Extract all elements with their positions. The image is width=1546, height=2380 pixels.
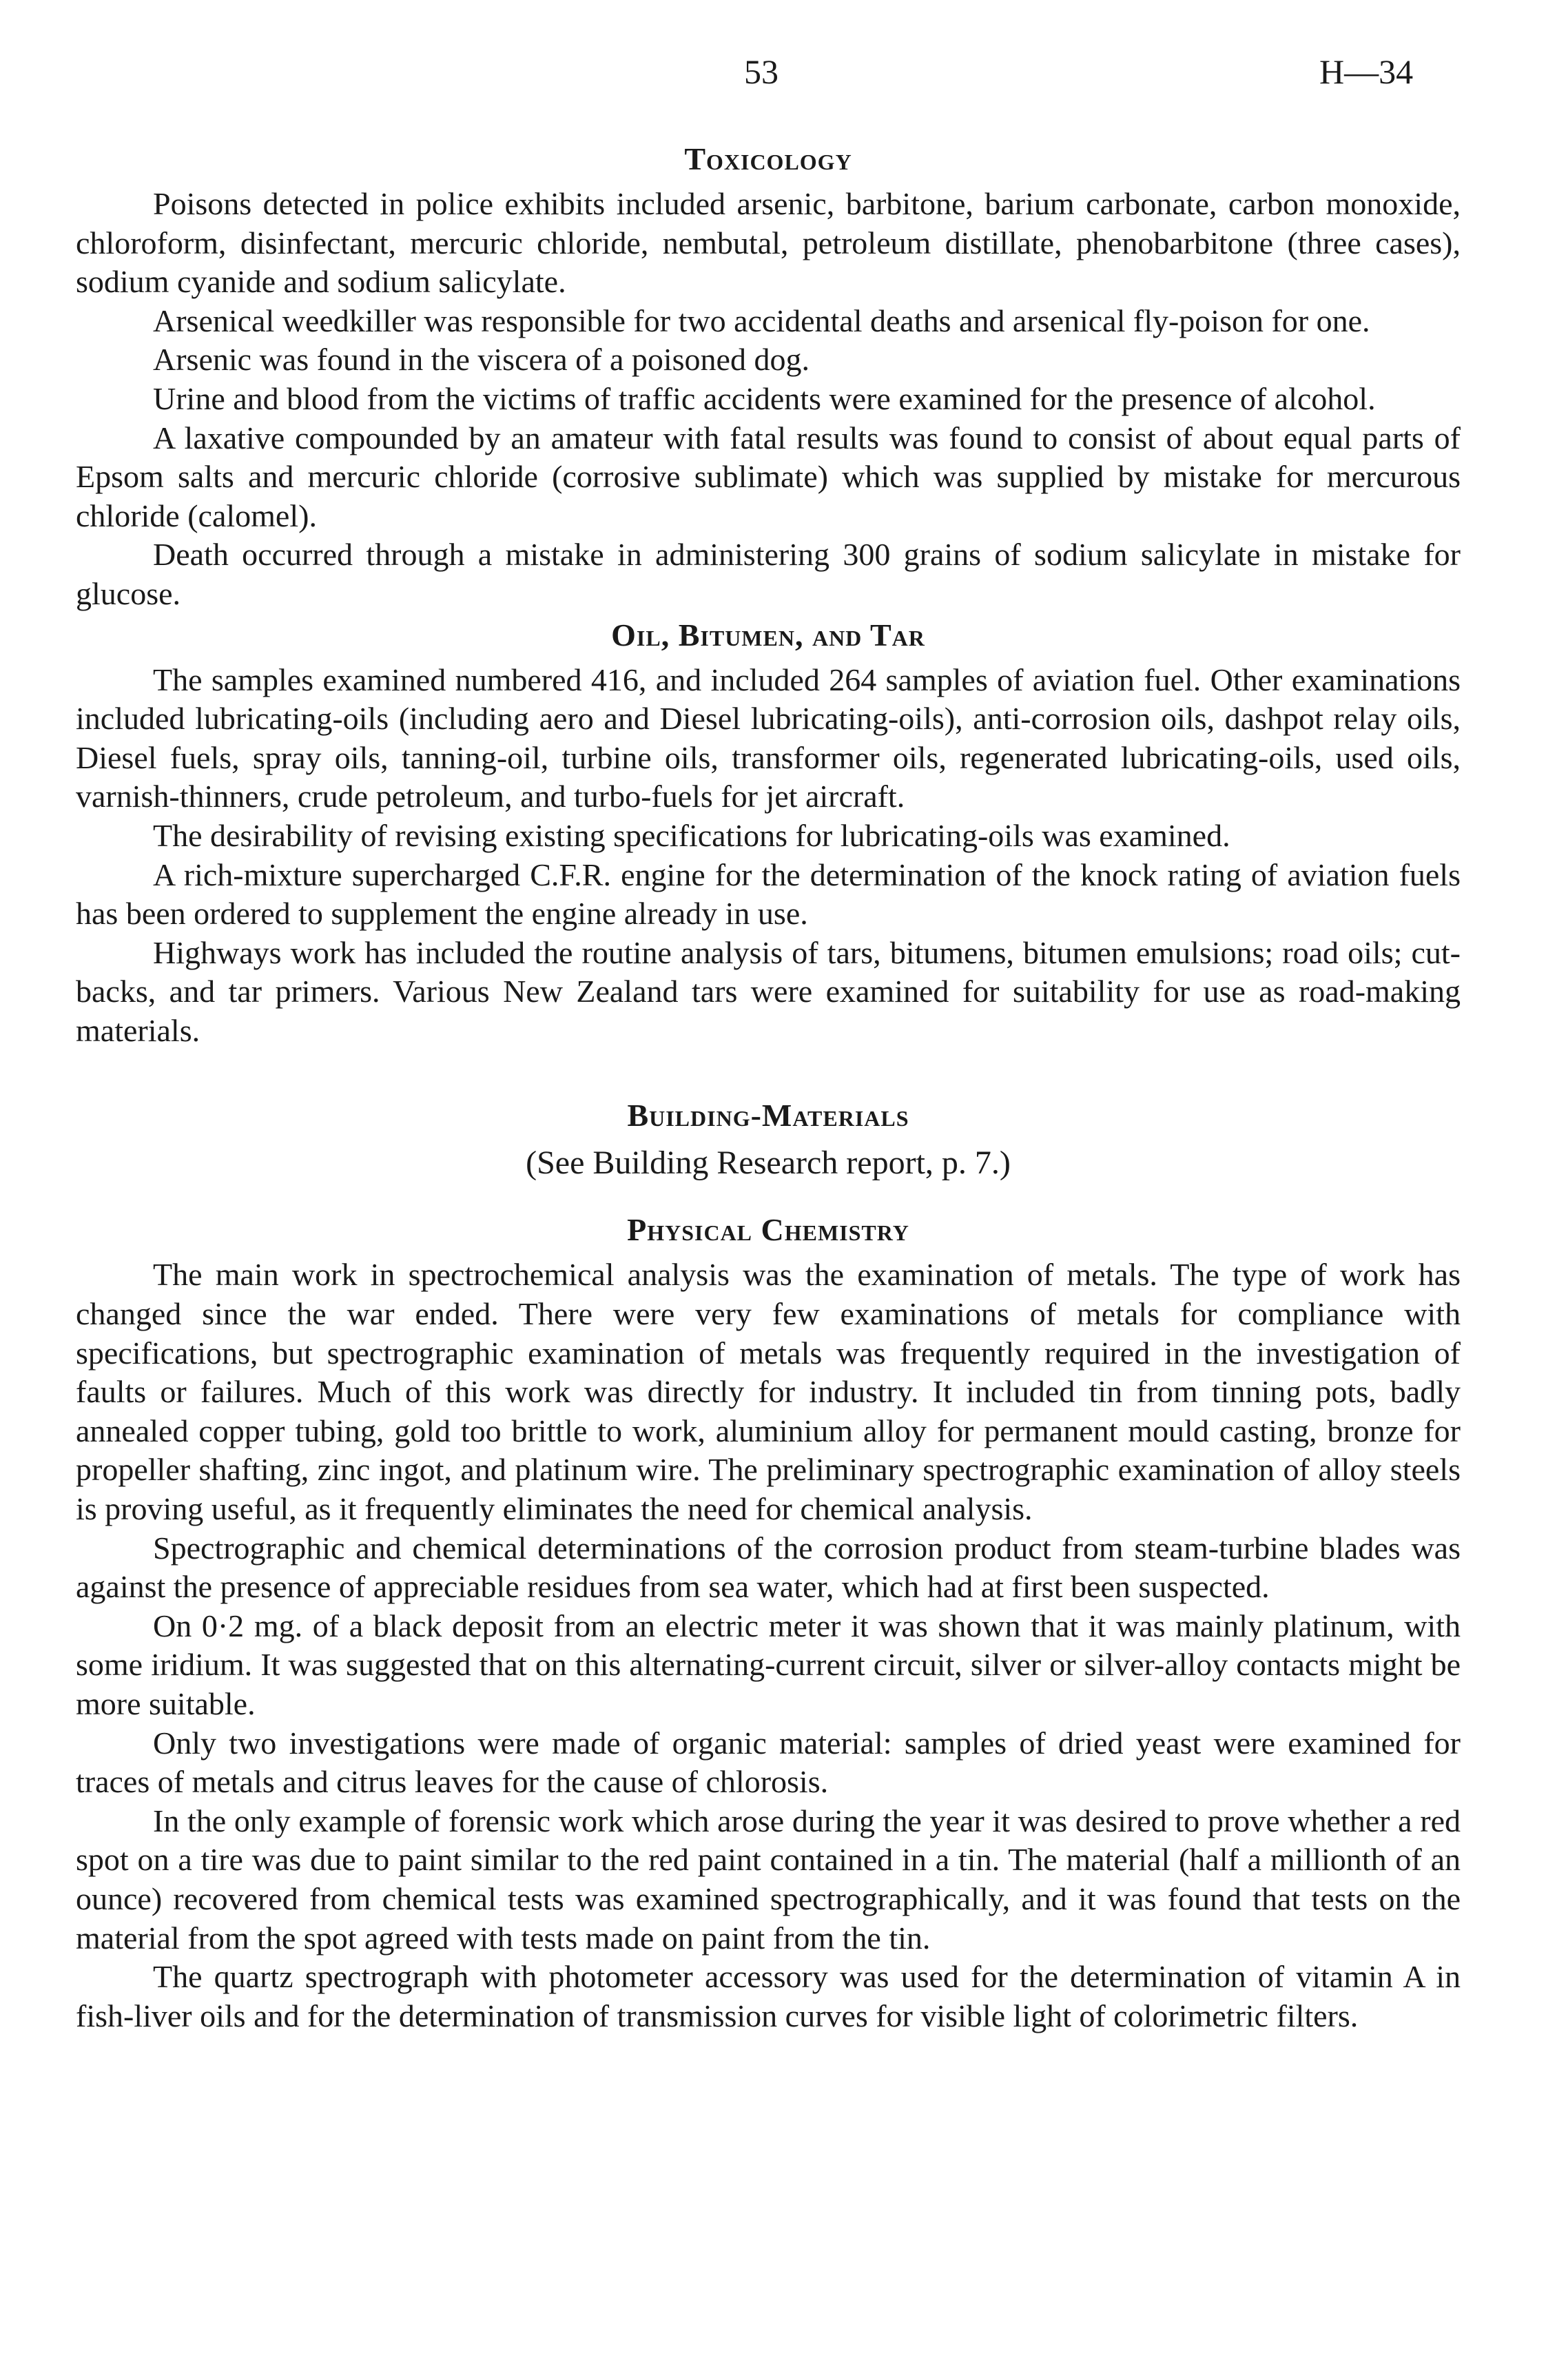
- paragraph: A laxative compounded by an amateur with fatal results was found to consist of about equal parts of Epsom salts and mercuric chloride (corrosive sublimate) which was supplied by mistake for mercurous chloride (calomel).: [76, 420, 1461, 533]
- section-building-materials: [76, 1094, 1461, 1185]
- section-oil-bitumen-tar: [76, 614, 1461, 1051]
- paragraph: Urine and blood from the victims of traffic accidents were examined for the presence of alcohol.: [153, 380, 1376, 416]
- paragraph: The samples examined numbered 416, and included 264 samples of aviation fuel. Other examinations included lubricating-oils (including aero and Diesel lubricating-oils), anti-corrosion oils, dashpot relay oils, Diesel fuels, spray oils, tanning-oil, turbine oils, transformer oils, regenerated lubricating-oils, used oils, varnish-thinners, crude petroleum, and turbo-fuels for jet aircraft.: [76, 661, 1461, 814]
- paragraph: Arsenic was found in the viscera of a poisoned dog.: [153, 342, 810, 378]
- section-heading-oil-bitumen-tar: Oil, Bitumen, and Tar: [611, 617, 925, 653]
- paragraph: Arsenical weedkiller was responsible for two accidental deaths and arsenical fly-poison for one.: [153, 302, 1370, 338]
- section-physical-chemistry: [76, 1209, 1461, 2035]
- section-heading-building-materials: Building-Materials: [627, 1098, 909, 1133]
- paragraph: The main work in spectrochemical analysis was the examination of metals. The type of work has changed since the war ended. There were very few examinations of metals for compliance with specifications, but spectrographic examination of metals was frequently required in the investigation of faults or failures. Much of this work was directly for industry. It included tin from tinning pots, badly annealed copper tubing, gold too brittle to work, aluminium alloy for permanent mould casting, bronze for propeller shafting, zinc ingot, and platinum wire. The preliminary spectrographic examination of alloy steels is proving useful, as it frequently eliminates the need for chemical analysis.: [76, 1257, 1461, 1527]
- paragraph: The desirability of revising existing specifications for lubricating-oils was examined.: [153, 817, 1230, 853]
- paragraph: A rich-mixture supercharged C.F.R. engine for the determination of the knock rating of aviation fuels has been ordered to supplement the engine already in use.: [76, 856, 1461, 932]
- page-number: 53: [744, 52, 779, 91]
- section-heading-toxicology: Toxicology: [684, 141, 852, 176]
- document-code: H—34: [1319, 52, 1414, 91]
- paragraph: Death occurred through a mistake in administering 300 grains of sodium salicylate in mistake for glucose.: [76, 537, 1461, 611]
- paragraph: On 0·2 mg. of a black deposit from an electric meter it was shown that it was mainly platinum, with some iridium. It was suggested that on this alternating-current circuit, silver or silver-alloy contacts might be more suitable.: [76, 1608, 1461, 1721]
- section-toxicology: [76, 138, 1461, 614]
- section-heading-physical-chemistry: Physical Chemistry: [627, 1212, 909, 1248]
- paragraph: Poisons detected in police exhibits included arsenic, barbitone, barium carbonate, carbon monoxide, chloroform, disinfectant, mercuric chloride, nembutal, petroleum distillate, phenobarbitone (three cases), sodium cyanide and sodium salicylate.: [76, 186, 1461, 300]
- paragraph: Only two investigations were made of organic material: samples of dried yeast were examined for traces of metals and citrus leaves for the cause of chlorosis.: [76, 1725, 1461, 1800]
- paragraph: Spectrographic and chemical determinations of the corrosion product from steam-turbine blades was against the presence of appreciable residues from sea water, which had at first been suspected.: [76, 1530, 1461, 1605]
- paragraph: Highways work has included the routine analysis of tars, bitumens, bitumen emulsions; road oils; cut-backs, and tar primers. Various New Zealand tars were examined for suitability for use as road-making materials.: [76, 934, 1461, 1048]
- paragraph: In the only example of forensic work which arose during the year it was desired to prove whether a red spot on a tire was due to paint similar to the red paint contained in a tin. The material (half a millionth of an ounce) recovered from chemical tests was examined spectrographically, and it was found that tests on the material from the spot agreed with tests made on paint from the tin.: [76, 1803, 1461, 1956]
- page-body: [76, 138, 1461, 2035]
- cross-reference-note: (See Building Research report, p. 7.): [526, 1145, 1011, 1182]
- paragraph: The quartz spectrograph with photometer accessory was used for the determination of vitamin A in fish-liver oils and for the determination of transmission curves for visible light of colorimetric filters.: [76, 1959, 1461, 2033]
